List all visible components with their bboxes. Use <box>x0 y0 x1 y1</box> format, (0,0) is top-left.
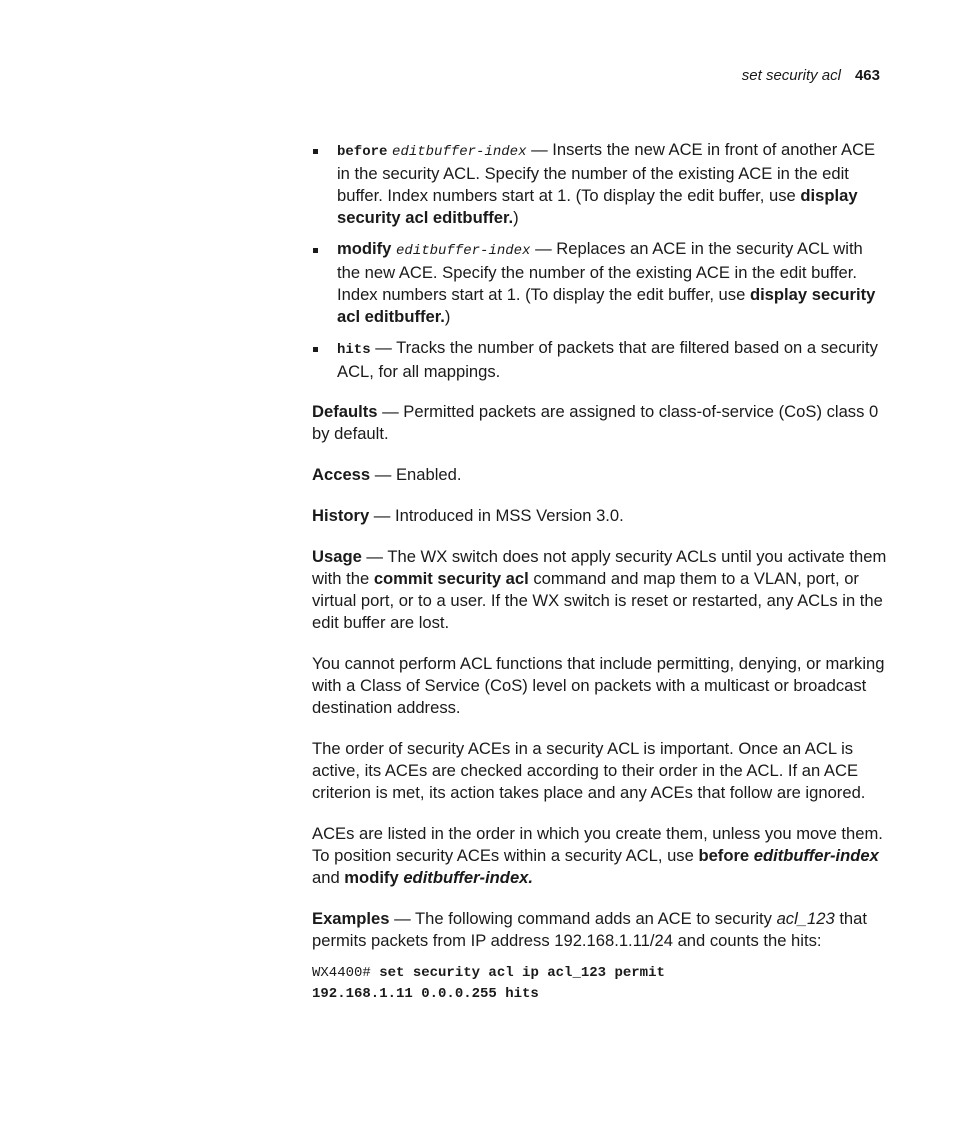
acl-name: acl_123 <box>776 909 835 928</box>
defaults-label: Defaults <box>312 402 378 421</box>
examples-text: — The following command adds an ACE to security <box>389 909 777 928</box>
usage-command: commit security acl <box>373 569 529 588</box>
param-command: display security acl editbuffer. <box>337 285 876 326</box>
param-description: — Inserts the new ACE in front of another ACE in the security ACL. Specify the number of the existing ACE in the edit buffer. Index numbers start at 1. (To display the edit buffer, use <box>337 140 876 205</box>
defaults-section <box>312 401 888 445</box>
code-line-2: 192.168.1.11 0.0.0.255 hits <box>312 986 539 1002</box>
list-item-hits <box>312 337 888 383</box>
keyword-modify: modify <box>344 868 399 887</box>
param-argument: editbuffer-index <box>392 144 527 160</box>
history-text: — Introduced in MSS Version 3.0. <box>369 506 624 525</box>
usage-paragraph-3: The order of security ACEs in a security ACL is important. Once an ACL is active, its ACEs are checked according to their order in the ACL. If an ACE criterion is met, its action takes place and any ACEs that follow are ignored. <box>312 739 866 802</box>
param-keyword: before <box>337 144 388 160</box>
history-section <box>312 505 888 527</box>
usage-paragraph-4 <box>312 823 888 889</box>
usage-paragraph-4-text: ACEs are listed in the order in which you create them, unless you move them. To position security ACEs within a security ACL, use <box>312 824 883 865</box>
usage-text: — The WX switch does not apply security ACLs until you activate them with the <box>312 547 887 588</box>
param-description: — Tracks the number of packets that are filtered based on a security ACL, for all mappings. <box>337 338 878 381</box>
running-header <box>742 66 880 86</box>
access-text: — Enabled. <box>370 465 462 484</box>
and-text: and <box>312 868 345 887</box>
param-close: ) <box>444 307 451 326</box>
param-keyword: modify <box>337 239 392 258</box>
bullet-icon <box>313 149 318 154</box>
examples-label: Examples <box>312 909 390 928</box>
usage-paragraph-2: You cannot perform ACL functions that include permitting, denying, or marking with a Class of Service (CoS) level on packets with a multicast or broadcast destination address. <box>312 654 885 717</box>
code-example <box>312 963 888 1005</box>
cli-command: set security acl ip acl_123 permit <box>379 965 665 981</box>
page-body <box>312 139 888 1005</box>
usage-text-cont: command and map them to a VLAN, port, or virtual port, or to a user. If the WX switch is reset or restarted, any ACLs in the edit buffer are lost. <box>312 569 883 632</box>
cli-prompt: WX4400# <box>312 965 380 981</box>
usage-section <box>312 546 888 634</box>
list-item-before <box>312 139 888 229</box>
bullet-icon <box>313 248 318 253</box>
examples-section <box>312 908 888 952</box>
history-label: History <box>312 506 370 525</box>
access-section <box>312 464 888 486</box>
param-keyword: hits <box>337 342 371 358</box>
code-line-1 <box>312 963 888 984</box>
param-command: display security acl editbuffer. <box>337 186 858 227</box>
argument-editbuffer-index: editbuffer-index <box>753 846 879 865</box>
usage-label: Usage <box>312 547 362 566</box>
keyword-before: before <box>698 846 750 865</box>
parameter-list <box>312 139 888 383</box>
param-close: ) <box>513 208 519 227</box>
param-description: — Replaces an ACE in the security ACL with the new ACE. Specify the number of the existing ACE in the edit buffer. Index numbers start at 1. (To display the edit buffer, use <box>337 239 863 304</box>
argument-editbuffer-index-2: editbuffer-index. <box>403 868 534 887</box>
bullet-icon <box>313 347 318 352</box>
param-argument: editbuffer-index <box>396 243 531 259</box>
access-label: Access <box>312 465 371 484</box>
page-number: 463 <box>854 67 880 84</box>
defaults-text: — Permitted packets are assigned to class-of-service (CoS) class 0 by default. <box>312 402 879 443</box>
header-title: set security acl <box>741 67 841 84</box>
examples-text-cont: that permits packets from IP address 192.168.1.11/24 and counts the hits: <box>312 909 867 950</box>
list-item-modify <box>312 238 888 328</box>
